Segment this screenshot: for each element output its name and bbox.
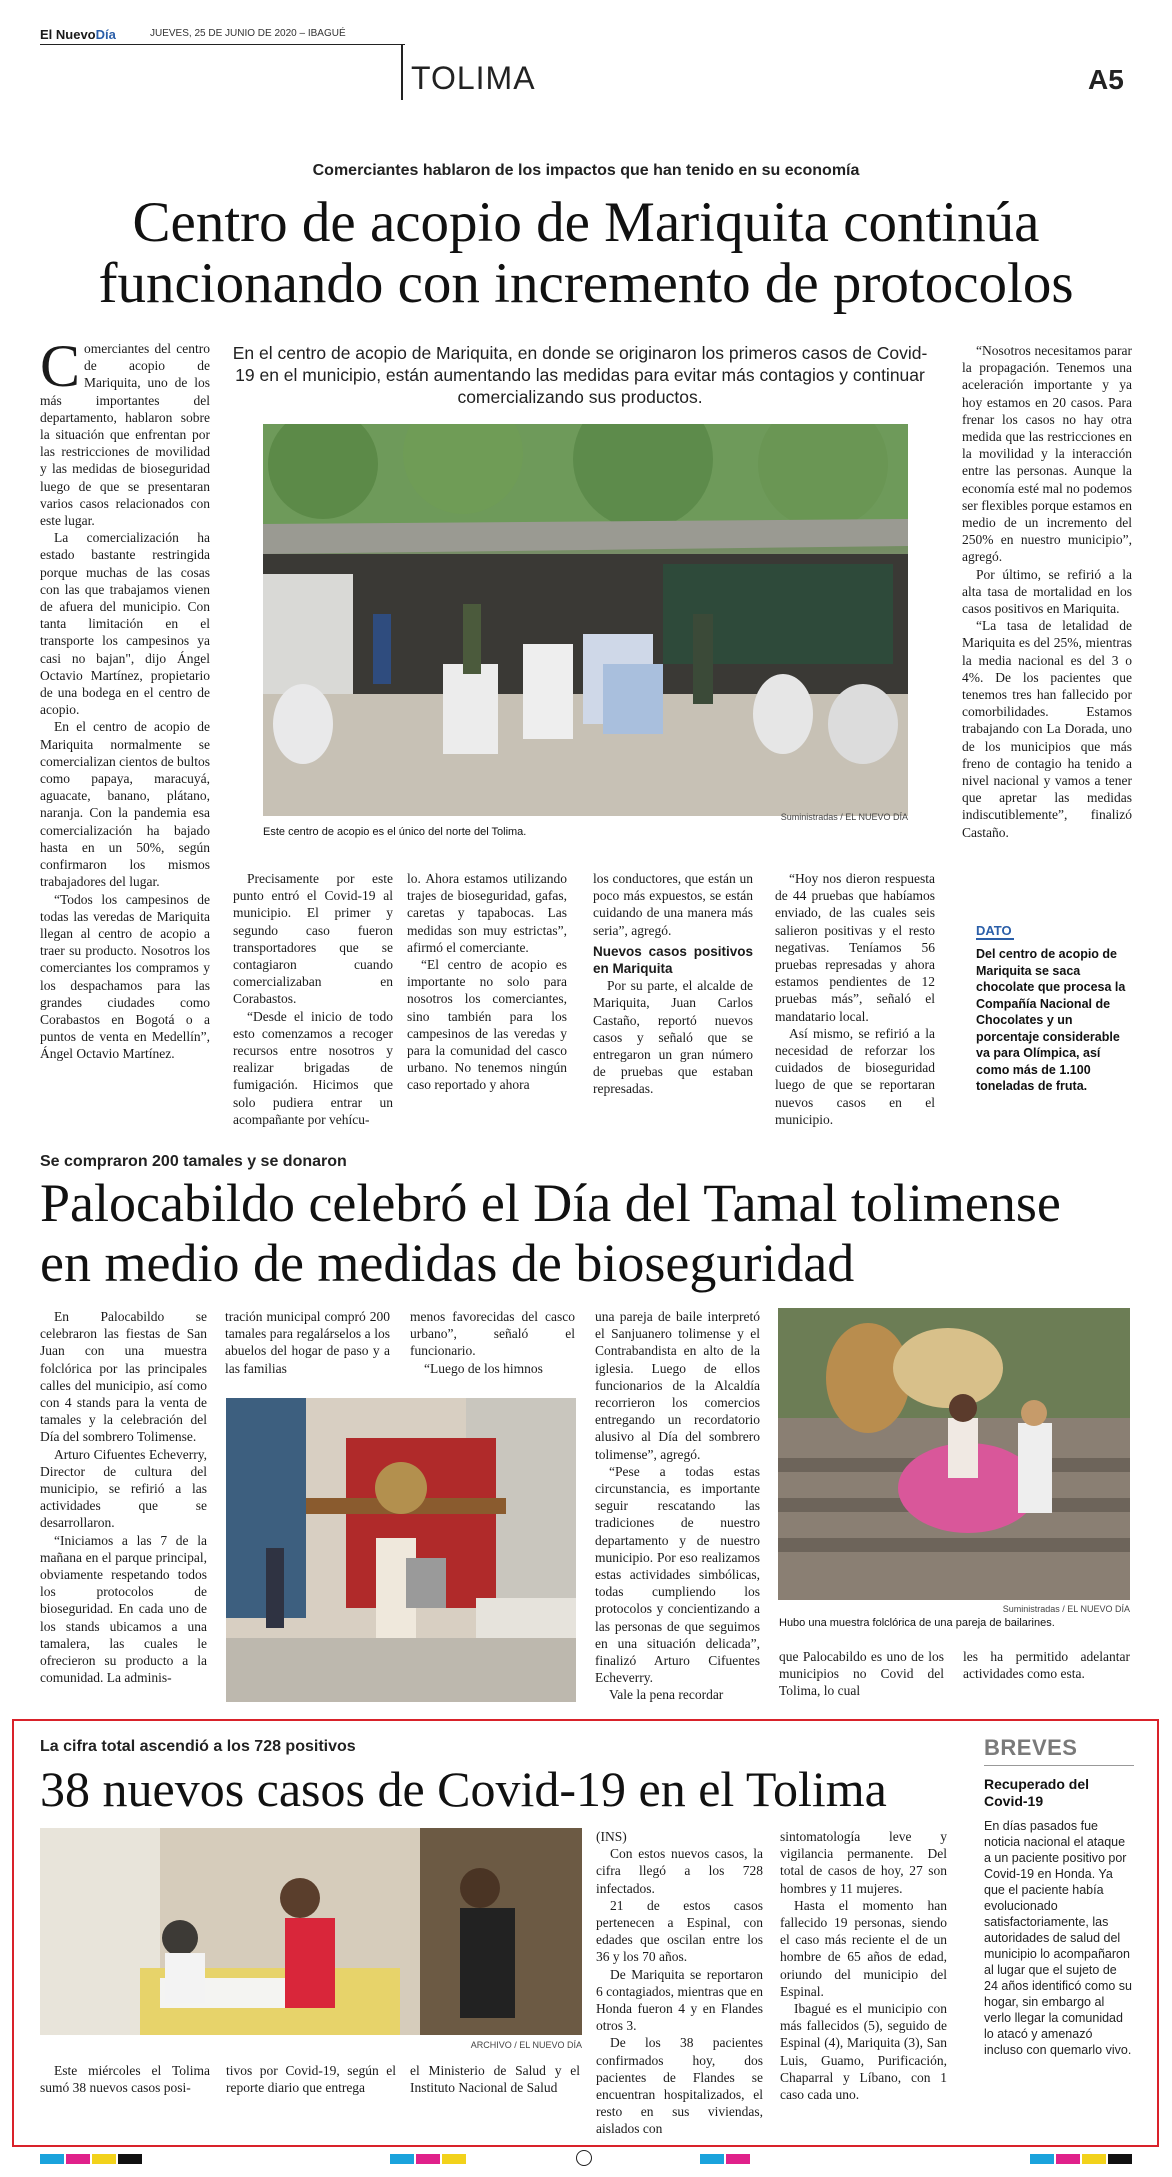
story1-column-2: Precisamente por este punto entró el Covid-19 al municipio. El primer y segundo caso fueron transportadores que se contagiaron cuando comercializaban en Corabastos. “Desde el inicio de todo esto comenzamos a recoger recursos entre nosotros y realizar brigadas de fumigación. Hicimos que solo pudiera entrar un acompañante por vehícu- <box>233 871 393 1127</box>
registration-mark <box>1030 2154 1054 2164</box>
dancers-illustration <box>778 1308 1130 1600</box>
story2-column-5: que Palocabildo es uno de los municipios no Covid del Tolima, lo cual <box>779 1649 944 1699</box>
breves-rule <box>984 1765 1134 1766</box>
registration-mark <box>1082 2154 1106 2164</box>
crosshair-icon <box>576 2150 592 2166</box>
story1-subhead: Nuevos casos positivos en Mariquita <box>593 943 753 977</box>
story2-column-1: En Palocabildo se celebraron las fiestas de San Juan con una muestra folclórica por las principales calles del municipio, así como con 4 stands para la venta de tamales y la celebración del Día del sombrero Tolimense. Arturo Cifuentes Echeverry, Director de cultura del municipio, se refirió a las actividades que se desarrollaron. “Iniciamos a las 7 de la mañana en el parque principal, obviamente respetando todos los protocolos de bioseguridad. En cada uno de los stands ubicamos a una tamalera, las cuales le ofrecieron su producto a la comunidad. La adminis- <box>40 1309 207 1686</box>
registration-mark <box>1108 2154 1132 2164</box>
story2-photo-credit: Suministradas / EL NUEVO DÍA <box>1002 1604 1130 1614</box>
breves-title: Recuperado del Covid-19 <box>984 1776 1090 1809</box>
story1-headline: Centro de acopio de Mariquita continúa funcionando con incremento de protocolos <box>98 191 1074 315</box>
story1-deck: En el centro de acopio de Mariquita, en donde se originaron los primeros casos de Covid-19 en el municipio, están aumentando las medidas para evitar más contagios y continuar comercializando sus productos. <box>232 343 928 407</box>
registration-mark <box>390 2154 414 2164</box>
registration-mark <box>1056 2154 1080 2164</box>
registration-mark <box>726 2154 750 2164</box>
registration-mark <box>66 2154 90 2164</box>
story3-column-2: tivos por Covid-19, según el reporte diario que entrega <box>226 2063 396 2096</box>
registration-mark <box>700 2154 724 2164</box>
health-workers-illustration <box>40 1828 582 2035</box>
story1-column-5: “Hoy nos dieron respuesta de 44 pruebas que habíamos enviado, de las cuales seis salieron positivas y el resto negativas. Teníamos 56 pruebas represadas y ahora estamos pendientes de 12 pruebas más”, señaló el mandatario local. Así mismo, se refirió a la necesidad de reforzar los cuidados de bioseguridad luego de que se reportaran nuevos casos en el municipio. <box>775 871 935 1127</box>
dateline: JUEVES, 25 DE JUNIO DE 2020 – IBAGUÉ <box>150 28 346 39</box>
breves-label: BREVES <box>984 1735 1078 1760</box>
story2-photo-dancers <box>778 1308 1130 1600</box>
story3-column-5: sintomatología leve y vigilancia permanente. Del total de casos de hoy, 27 son hombres y 11 mujeres. Hasta el momento han fallecido 19 personas, siendo el caso más reciente el de un hombre de 65 años de edad, oriundo del municipio del Espinal. Ibagué es el municipio con más fallecidos (5), seguido de Espinal (4), Mariquita (3), San Luis, Guamo, Purificación, Chaparral y Líbano, con 1 caso cada uno. <box>780 1829 947 2103</box>
story1-photo-caption: Este centro de acopio es el único del norte del Tolima. <box>263 826 527 838</box>
story2-column-2: tración municipal compró 200 tamales para regalárselos a los abuelos del hogar de paso y a las familias <box>225 1309 390 1376</box>
breves-box <box>984 1735 1134 2058</box>
registration-mark <box>92 2154 116 2164</box>
story2-headline: Palocabildo celebró el Día del Tamal tolimense en medio de medidas de bioseguridad <box>40 1173 1061 1293</box>
registration-mark <box>118 2154 142 2164</box>
dato-label: DATO <box>976 923 1012 938</box>
story2-column-3: menos favorecidas del casco urbano”, señaló el funcionario. “Luego de los himnos <box>410 1309 575 1376</box>
story3-column-3: el Ministerio de Salud y el Instituto Nacional de Salud <box>410 2063 580 2096</box>
story1-right-column: “Nosotros necesitamos parar la propagación. Tenemos una aceleración importante y ya hoy estamos en 20 casos. Para frenar los casos no hay otra medida que las restricciones en la movilidad y la interacción entre las personas. Aunque la economía esté mal no podemos ser flexibles porque estamos en medio de un incremento del 250% en nuestro municipio”, agregó. Por último, se refirió a la alta tasa de mortalidad en los casos positivos en Mariquita. “La tasa de letalidad de Mariquita es del 25%, mientras la media nacional es del 3 o 4%. De los pacientes que tenemos tres han fallecido por comorbilidades. Estamos trabajando con La Dorada, uno de los municipios que más freno de contagio ha tenido a nivel nacional y vamos a tener que apretar las medidas indiscutiblemente”, finalizó Castaño. <box>962 343 1132 840</box>
story3-kicker: La cifra total ascendió a los 728 positivos <box>40 1738 356 1755</box>
tamal-stand-illustration <box>226 1398 576 1702</box>
story1-photo <box>263 424 908 816</box>
section-divider <box>401 44 403 100</box>
dato-text: Del centro de acopio de Mariquita se saca chocolate que procesa la Compañía Nacional de Chocolates y un porcentaje considerable va para Olímpica, así como más de 1.100 toneladas de fruta. <box>976 947 1126 1093</box>
registration-mark <box>442 2154 466 2164</box>
story2-kicker: Se compraron 200 tamales y se donaron <box>40 1153 347 1170</box>
story1-photo-credit: Suministradas / EL NUEVO DÍA <box>780 812 908 822</box>
logo: El NuevoDía <box>40 27 116 42</box>
market-scene-illustration <box>263 424 908 816</box>
story1-column-1: Comerciantes del centro de acopio de Mariquita, uno de los más importantes del departamento, hablaron sobre la situación que enfrentan por las restricciones de movilidad y las medidas de bioseguridad luego de que se presentaran varios casos relacionados con este lugar. La comercialización ha estado bastante restringida porque muchas de las cosas con las que trabajamos vienen de afuera del municipio. Con tanta limitación en el transporte los campesinos ya casi no bajan", dijo Ángel Octavio Martínez, propietario de una bodega en el centro de acopio. En el centro de acopio de Mariquita normalmente se comercializan cientos de bultos como papaya, maracuyá, aguacate, banano, plátano, naranja. Con la pandemia esa comercialización ha bajado hasta en un 50%, según confirmaron los mismos trabajadores del lugar. “Todos los campesinos de todas las veredas de Mariquita llegan al centro de acopio a traer su producto. Nosotros los comerciantes los compramos y los despachamos para las grandes ciudades como Corabastos en Bogotá o a puntos de venta en Medellín”, Ángel Octavio Martínez. <box>40 333 210 1062</box>
story3-photo-credit: ARCHIVO / EL NUEVO DÍA <box>470 2040 582 2050</box>
dropcap: C <box>40 333 81 399</box>
dato-box <box>976 922 1128 1095</box>
story2-photo-caption: Hubo una muestra folclórica de una pareja de bailarines. <box>779 1617 1055 1629</box>
story1-kicker: Comerciantes hablaron de los impactos que han tenido en su economía <box>312 162 860 179</box>
page-number: A5 <box>1088 64 1124 95</box>
registration-mark <box>40 2154 64 2164</box>
story2-column-6: les ha permitido adelantar actividades como esta. <box>963 1649 1130 1682</box>
story3-headline: 38 nuevos casos de Covid-19 en el Tolima <box>40 1761 887 1817</box>
registration-mark <box>416 2154 440 2164</box>
story3-photo <box>40 1828 582 2035</box>
story2-column-4: una pareja de baile interpretó el Sanjuanero tolimense y el Contrabandista en alto de la iglesia. Luego de ellos funcionarios de la Alcaldía recorrieron los comercios entregando un recordatorio alusivo al Día del sombrero tolimense”, agregó. “Pese a todas estas circunstancia, es importante seguir rescatando las tradiciones de nuestro departamento y de nuestro municipio. Por eso realizamos estas actividades simbólicas, todas cumpliendo los protocolos y concientizando a las personas de que seguimos en una situación delicada”, finalizó Arturo Cifuentes Echeverry. Vale la pena recordar <box>595 1309 760 1703</box>
story1-column-3: lo. Ahora estamos utilizando trajes de bioseguridad, gafas, caretas y tapabocas. Las medidas son muy estrictas”, afirmó el comerciante. “El centro de acopio es importante no solo para nosotros los comerciantes, sino también para los campesinos de las veredas y para la comunidad del casco urbano. No tenemos ningún caso reportado y ahora <box>407 871 567 1093</box>
story1-column-4: los conductores, que están un poco más expuestos, se están cuidando de una manera más seria”, agregó. Nuevos casos positivos en Mariquita Por su parte, el alcalde de Mariquita, Juan Carlos Castaño, reportó nuevos casos y señaló que se entregaron un gran número de pruebas que estaban represadas. <box>593 871 753 1097</box>
story3-column-1: Este miércoles el Tolima sumó 38 nuevos casos posi- <box>40 2063 210 2096</box>
section-title: TOLIMA <box>411 60 536 96</box>
story2-photo-tamales <box>226 1398 576 1702</box>
story3-column-4: (INS) Con estos nuevos casos, la cifra llegó a los 728 infectados. 21 de estos casos pertenecen a Espinal, con edades que oscilan entre los 36 y los 70 años. De Mariquita se reportaron 6 contagiados, mientras que en Honda fueron 4 y en Flandes otros 3. De los 38 pacientes confirmados hoy, dos pacientes de Flandes se encuentran hospitalizados, el resto en sus viviendas, aislados con <box>596 1829 763 2137</box>
masthead-rule <box>40 44 405 45</box>
breves-text: En días pasados fue noticia nacional el ataque a un paciente positivo por Covid-19 en Honda. Ya que el paciente había evolucionado satisfactoriamente, las autoridades de salud del municipio lo acompañaron al lugar que el sujeto de 24 años identificó como su hogar, sin embargo al verlo llegar la comunidad lo atacó y amenazó incluso con quemarlo vivo. <box>984 1819 1133 2057</box>
